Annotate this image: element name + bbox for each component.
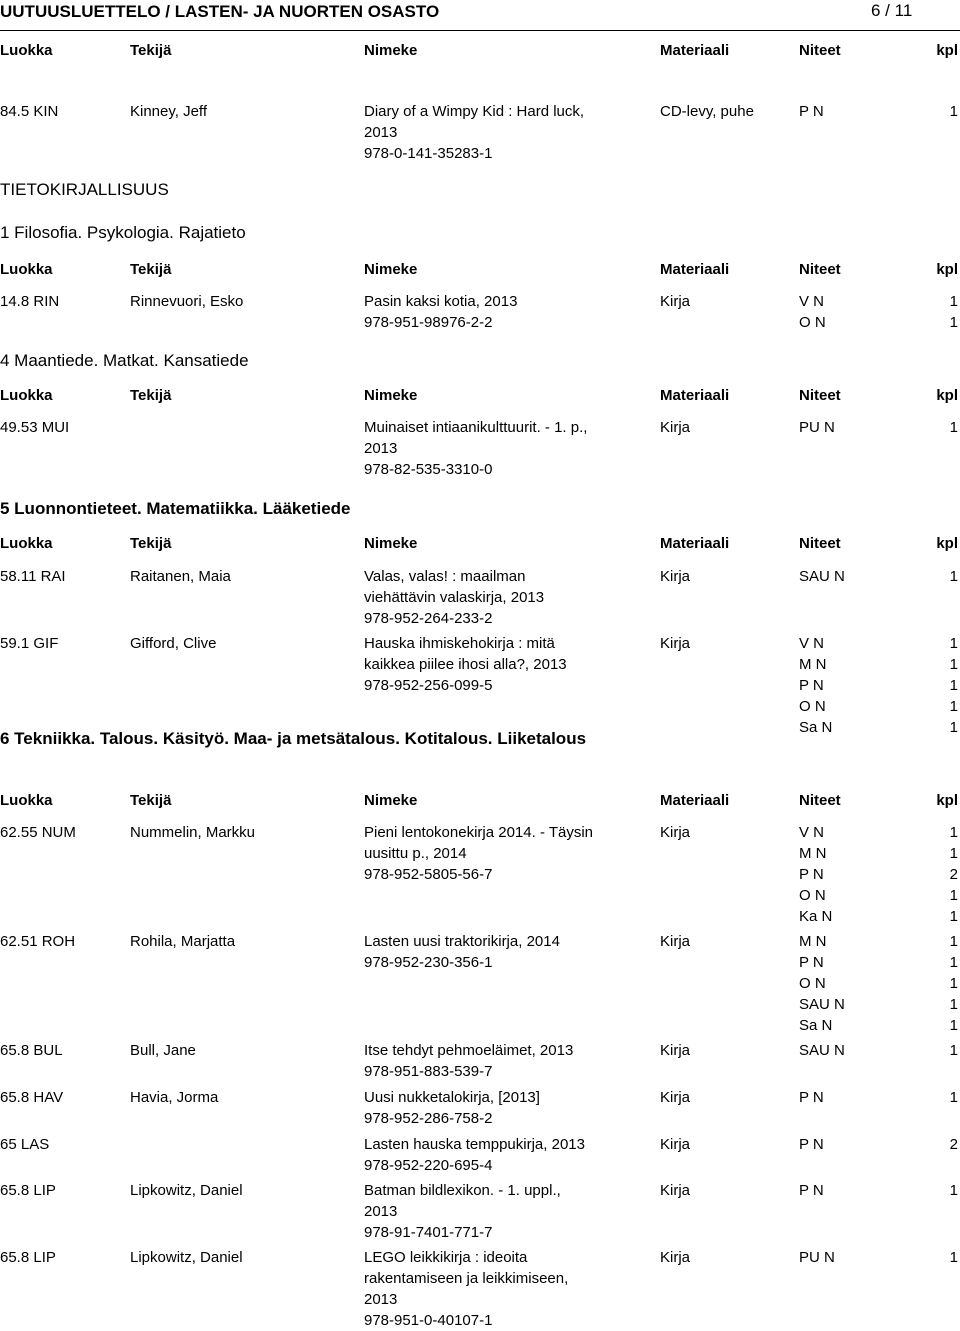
- section-tietokirjallisuus: TIETOKIRJALLISUUS: [0, 180, 169, 199]
- column-header-nimeke: Nimeke: [364, 261, 418, 278]
- column-header-luokka: Luokka: [0, 387, 53, 404]
- item-kpl: 1: [949, 1249, 958, 1266]
- item-nide: Sa N: [799, 719, 833, 736]
- item-nide: P N: [799, 1136, 824, 1153]
- item-nide: V N: [799, 293, 825, 310]
- column-header-nimeke: Nimeke: [364, 535, 418, 552]
- item-nide: P N: [799, 1182, 824, 1199]
- item-nimeke-line: uusittu p., 2014: [364, 845, 467, 862]
- item-nide: M N: [799, 845, 827, 862]
- item-kpl: 1: [949, 996, 958, 1013]
- item-tekija: Nummelin, Markku: [130, 824, 256, 841]
- item-nide: P N: [799, 1089, 824, 1106]
- item-kpl: 1: [949, 103, 958, 120]
- item-kpl: 1: [949, 419, 958, 436]
- item-materiaali: Kirja: [660, 1136, 691, 1153]
- item-nimeke-line: 2013: [364, 124, 398, 141]
- column-header-materiaali: Materiaali: [660, 261, 730, 278]
- item-kpl: 1: [949, 314, 958, 331]
- item-nimeke-line: viehättävin valaskirja, 2013: [364, 589, 545, 606]
- column-header-luokka: Luokka: [0, 42, 53, 59]
- column-header-niteet: Niteet: [799, 261, 841, 278]
- item-materiaali: Kirja: [660, 635, 691, 652]
- column-header-luokka: Luokka: [0, 535, 53, 552]
- item-nimeke-line: 978-952-5805-56-7: [364, 866, 493, 883]
- item-nimeke-line: 978-952-286-758-2: [364, 1110, 493, 1127]
- item-nimeke-line: 978-951-98976-2-2: [364, 314, 493, 331]
- item-luokka: 65.8 LIP: [0, 1249, 56, 1266]
- item-nimeke-line: Pasin kaksi kotia, 2013: [364, 293, 518, 310]
- column-header-tekija: Tekijä: [130, 535, 172, 552]
- item-materiaali: Kirja: [660, 824, 691, 841]
- column-header-niteet: Niteet: [799, 535, 841, 552]
- item-kpl: 2: [949, 866, 958, 883]
- item-nide: PU N: [799, 1249, 835, 1266]
- column-header-tekija: Tekijä: [130, 387, 172, 404]
- item-nimeke-line: Valas, valas! : maailman: [364, 568, 526, 585]
- item-nimeke-line: Itse tehdyt pehmoeläimet, 2013: [364, 1042, 574, 1059]
- item-kpl: 1: [949, 845, 958, 862]
- item-nimeke-line: Pieni lentokonekirja 2014. - Täysin: [364, 824, 594, 841]
- column-header-materiaali: Materiaali: [660, 535, 730, 552]
- item-nimeke-line: 978-952-264-233-2: [364, 610, 493, 627]
- item-kpl: 1: [949, 677, 958, 694]
- item-luokka: 59.1 GIF: [0, 635, 59, 652]
- section-6: 6 Tekniikka. Talous. Käsityö. Maa- ja metsätalous. Kotitalous. Liiketalous: [0, 729, 587, 748]
- item-nide: V N: [799, 824, 825, 841]
- item-materiaali: Kirja: [660, 1042, 691, 1059]
- item-nimeke-line: kaikkea piilee ihosi alla?, 2013: [364, 656, 567, 673]
- page-title: UUTUUSLUETTELO / LASTEN- JA NUORTEN OSASTO: [0, 2, 440, 21]
- column-header-tekija: Tekijä: [130, 261, 172, 278]
- item-materiaali: Kirja: [660, 419, 691, 436]
- item-nimeke-line: Batman bildlexikon. - 1. uppl.,: [364, 1182, 561, 1199]
- page-number: 6 / 11: [871, 1, 913, 20]
- item-kpl: 1: [949, 635, 958, 652]
- column-header-niteet: Niteet: [799, 42, 841, 59]
- item-kpl: 1: [949, 933, 958, 950]
- item-nide: O N: [799, 698, 826, 715]
- item-nide: M N: [799, 933, 827, 950]
- item-kpl: 1: [949, 908, 958, 925]
- item-nide: Sa N: [799, 1017, 833, 1034]
- item-nimeke-line: 978-951-883-539-7: [364, 1063, 493, 1080]
- item-luokka: 65.8 HAV: [0, 1089, 64, 1106]
- item-materiaali: Kirja: [660, 293, 691, 310]
- column-header-materiaali: Materiaali: [660, 42, 730, 59]
- item-tekija: Rohila, Marjatta: [130, 933, 236, 950]
- item-luokka: 14.8 RIN: [0, 293, 60, 310]
- item-kpl: 2: [949, 1136, 958, 1153]
- item-nide: V N: [799, 635, 825, 652]
- column-header-nimeke: Nimeke: [364, 792, 418, 809]
- section-4: 4 Maantiede. Matkat. Kansatiede: [0, 351, 249, 370]
- item-nimeke-line: Uusi nukketalokirja, [2013]: [364, 1089, 540, 1106]
- item-nimeke-line: Diary of a Wimpy Kid : Hard luck,: [364, 103, 585, 120]
- item-materiaali: Kirja: [660, 1089, 691, 1106]
- item-kpl: 1: [949, 568, 958, 585]
- column-header-kpl: kpl: [936, 535, 958, 552]
- item-nide: O N: [799, 975, 826, 992]
- item-nimeke-line: 2013: [364, 1291, 398, 1308]
- item-kpl: 1: [949, 293, 958, 310]
- item-luokka: 49.53 MUI: [0, 419, 70, 436]
- item-kpl: 1: [949, 1182, 958, 1199]
- item-nide: PU N: [799, 419, 835, 436]
- section-1: 1 Filosofia. Psykologia. Rajatieto: [0, 223, 246, 242]
- item-kpl: 1: [949, 954, 958, 971]
- item-kpl: 1: [949, 1017, 958, 1034]
- item-tekija: Lipkowitz, Daniel: [130, 1182, 243, 1199]
- item-tekija: Lipkowitz, Daniel: [130, 1249, 243, 1266]
- item-nide: P N: [799, 866, 824, 883]
- item-nide: Ka N: [799, 908, 833, 925]
- item-nide: O N: [799, 887, 826, 904]
- header-rule: [0, 30, 960, 31]
- column-header-luokka: Luokka: [0, 792, 53, 809]
- section-5: 5 Luonnontieteet. Matematiikka. Lääketiede: [0, 499, 351, 518]
- item-nide: SAU N: [799, 996, 845, 1013]
- item-nimeke-line: Lasten uusi traktorikirja, 2014: [364, 933, 560, 950]
- item-luokka: 65.8 BUL: [0, 1042, 63, 1059]
- item-kpl: 1: [949, 1089, 958, 1106]
- item-kpl: 1: [949, 975, 958, 992]
- item-nide: O N: [799, 314, 826, 331]
- item-kpl: 1: [949, 824, 958, 841]
- column-header-tekija: Tekijä: [130, 42, 172, 59]
- column-header-kpl: kpl: [936, 42, 958, 59]
- item-luokka: 65.8 LIP: [0, 1182, 56, 1199]
- item-nimeke-line: rakentamiseen ja leikkimiseen,: [364, 1270, 569, 1287]
- item-luokka: 84.5 KIN: [0, 103, 59, 120]
- item-nimeke-line: Hauska ihmiskehokirja : mitä: [364, 635, 555, 652]
- column-header-niteet: Niteet: [799, 792, 841, 809]
- item-kpl: 1: [949, 887, 958, 904]
- item-nimeke-line: 2013: [364, 440, 398, 457]
- column-header-luokka: Luokka: [0, 261, 53, 278]
- item-tekija: Raitanen, Maia: [130, 568, 231, 585]
- item-nide: P N: [799, 677, 824, 694]
- item-luokka: 62.51 ROH: [0, 933, 76, 950]
- item-materiaali: Kirja: [660, 1182, 691, 1199]
- item-nide: P N: [799, 954, 824, 971]
- item-kpl: 1: [949, 719, 958, 736]
- column-header-nimeke: Nimeke: [364, 387, 418, 404]
- column-header-nimeke: Nimeke: [364, 42, 418, 59]
- item-tekija: Rinnevuori, Esko: [130, 293, 244, 310]
- item-tekija: Bull, Jane: [130, 1042, 196, 1059]
- item-luokka: 65 LAS: [0, 1136, 50, 1153]
- item-materiaali: Kirja: [660, 933, 691, 950]
- column-header-kpl: kpl: [936, 261, 958, 278]
- item-kpl: 1: [949, 698, 958, 715]
- item-nide: P N: [799, 103, 824, 120]
- item-nimeke-line: Muinaiset intiaanikulttuurit. - 1. p.,: [364, 419, 588, 436]
- item-tekija: Havia, Jorma: [130, 1089, 219, 1106]
- item-materiaali: Kirja: [660, 1249, 691, 1266]
- item-tekija: Gifford, Clive: [130, 635, 217, 652]
- item-nimeke-line: 978-0-141-35283-1: [364, 145, 493, 162]
- column-header-kpl: kpl: [936, 387, 958, 404]
- item-nimeke-line: Lasten hauska temppukirja, 2013: [364, 1136, 585, 1153]
- item-kpl: 1: [949, 1042, 958, 1059]
- column-header-materiaali: Materiaali: [660, 792, 730, 809]
- item-nimeke-line: LEGO leikkikirja : ideoita: [364, 1249, 528, 1266]
- item-materiaali: CD-levy, puhe: [660, 103, 754, 120]
- column-header-kpl: kpl: [936, 792, 958, 809]
- item-materiaali: Kirja: [660, 568, 691, 585]
- item-nimeke-line: 978-82-535-3310-0: [364, 461, 493, 478]
- item-nimeke-line: 978-91-7401-771-7: [364, 1224, 493, 1241]
- item-nimeke-line: 978-951-0-40107-1: [364, 1312, 493, 1329]
- item-nimeke-line: 978-952-220-695-4: [364, 1157, 493, 1174]
- item-kpl: 1: [949, 656, 958, 673]
- item-luokka: 62.55 NUM: [0, 824, 76, 841]
- column-header-materiaali: Materiaali: [660, 387, 730, 404]
- item-nide: M N: [799, 656, 827, 673]
- item-nide: SAU N: [799, 1042, 845, 1059]
- item-nimeke-line: 978-952-256-099-5: [364, 677, 493, 694]
- item-luokka: 58.11 RAI: [0, 568, 66, 585]
- item-nimeke-line: 2013: [364, 1203, 398, 1220]
- column-header-niteet: Niteet: [799, 387, 841, 404]
- column-header-tekija: Tekijä: [130, 792, 172, 809]
- item-nimeke-line: 978-952-230-356-1: [364, 954, 493, 971]
- item-nide: SAU N: [799, 568, 845, 585]
- item-tekija: Kinney, Jeff: [130, 103, 207, 120]
